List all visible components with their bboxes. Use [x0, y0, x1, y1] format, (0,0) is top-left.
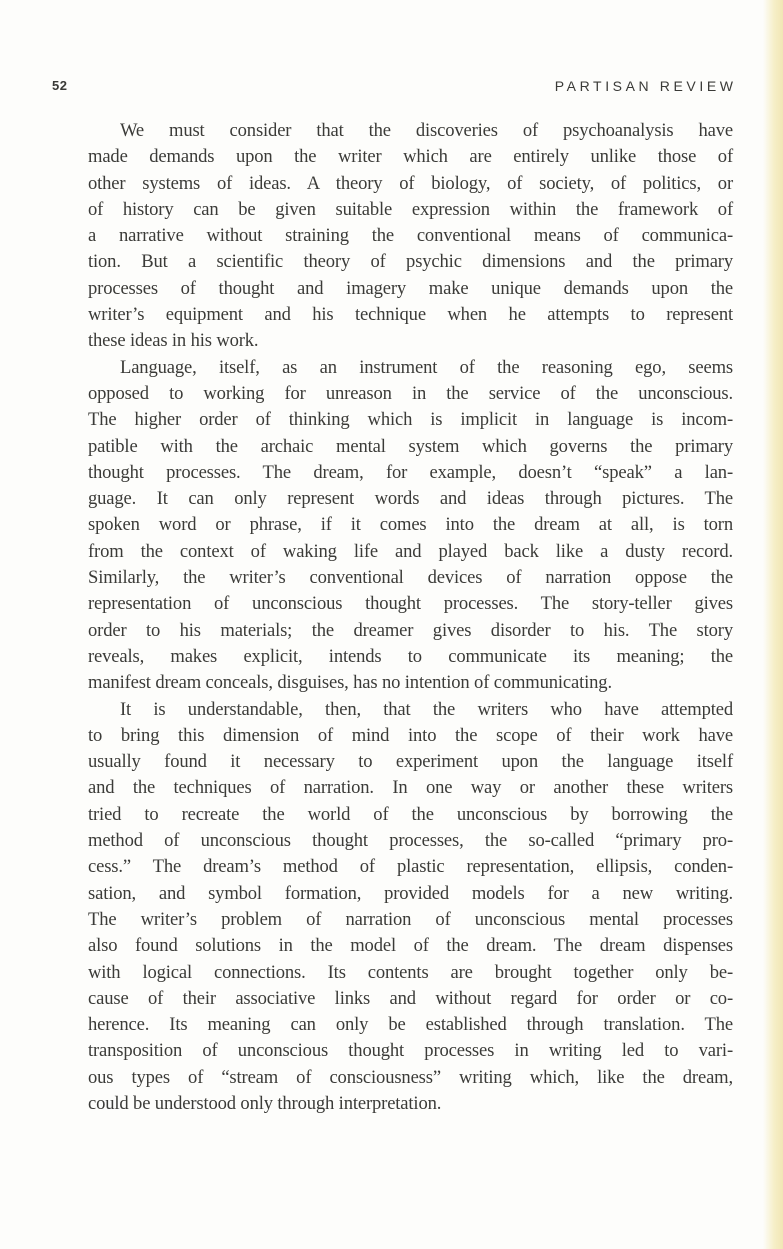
text-line: transposition of unconscious thought processes in writing led to vari- — [88, 1040, 733, 1062]
text-line: herence. Its meaning can only be established through translation. The — [88, 1014, 733, 1036]
text-line: The writer’s problem of narration of unconscious mental processes — [88, 908, 733, 930]
text-line: these ideas in his work. — [88, 330, 259, 352]
text-line: patible with the archaic mental system which governs the primary — [88, 435, 733, 457]
text-line: Similarly, the writer’s conventional devices of narration oppose the — [88, 567, 733, 589]
text-line: a narrative without straining the conventional means of communica- — [88, 225, 733, 247]
text-line: opposed to working for unreason in the service of the unconscious. — [88, 382, 733, 404]
text-line: representation of unconscious thought processes. The story-teller gives — [88, 593, 733, 615]
text-line: processes of thought and imagery make unique demands upon the — [88, 277, 733, 299]
text-line: with logical connections. Its contents are brought together only be- — [88, 961, 733, 983]
text-line: could be understood only through interpretation. — [88, 1092, 442, 1114]
text-line: Language, itself, as an instrument of the reasoning ego, seems — [120, 356, 733, 378]
text-line: We must consider that the discoveries of psychoanalysis have — [120, 120, 733, 141]
text-line: of history can be given suitable expression within the framework of — [88, 198, 733, 220]
text-line: made demands upon the writer which are entirely unlike those of — [88, 146, 733, 168]
text-line: method of unconscious thought processes, the so-called “primary pro- — [88, 830, 733, 852]
text-line: ous types of “stream of consciousness” writing which, like the dream, — [88, 1066, 733, 1088]
text-line: reveals, makes explicit, intends to communicate its meaning; the — [88, 645, 733, 667]
text-line: other systems of ideas. A theory of biology, of society, of politics, or — [88, 172, 733, 194]
paragraph — [88, 118, 733, 355]
text-line: cause of their associative links and without regard for order or co- — [88, 987, 733, 1009]
text-line: guage. It can only represent words and ideas through pictures. The — [88, 488, 733, 510]
page-gutter-edge — [763, 0, 783, 1249]
text-line: thought processes. The dream, for example, doesn’t “speak” a lan- — [88, 461, 733, 483]
text-line: tion. But a scientific theory of psychic dimensions and the primary — [88, 251, 733, 273]
text-line: writer’s equipment and his technique when he attempts to represent — [88, 304, 733, 326]
text-line: from the context of waking life and played back like a dusty record. — [88, 540, 733, 562]
page-number: 52 — [52, 78, 68, 93]
journal-title: PARTISAN REVIEW — [554, 78, 737, 94]
text-line: tried to recreate the world of the unconscious by borrowing the — [88, 803, 733, 825]
running-head — [52, 78, 737, 98]
text-line: manifest dream conceals, disguises, has no intention of communicating. — [88, 672, 612, 694]
paragraph — [88, 355, 733, 697]
text-line: The higher order of thinking which is implicit in language is incom- — [88, 409, 733, 431]
text-line: order to his materials; the dreamer gives disorder to his. The story — [88, 619, 733, 641]
text-line: cess.” The dream’s method of plastic representation, ellipsis, conden- — [88, 856, 733, 878]
text-line: sation, and symbol formation, provided models for a new writing. — [88, 882, 733, 904]
text-line: also found solutions in the model of the dream. The dream dispenses — [88, 935, 733, 957]
text-line: usually found it necessary to experiment upon the language itself — [88, 751, 733, 773]
text-line: spoken word or phrase, if it comes into the dream at all, is torn — [88, 514, 733, 536]
text-line: to bring this dimension of mind into the scope of their work have — [88, 724, 733, 746]
text-line: and the techniques of narration. In one way or another these writers — [88, 777, 733, 799]
paragraph — [88, 697, 733, 1118]
body-text — [88, 118, 733, 1117]
text-line: It is understandable, then, that the writers who have attempted — [120, 698, 733, 720]
